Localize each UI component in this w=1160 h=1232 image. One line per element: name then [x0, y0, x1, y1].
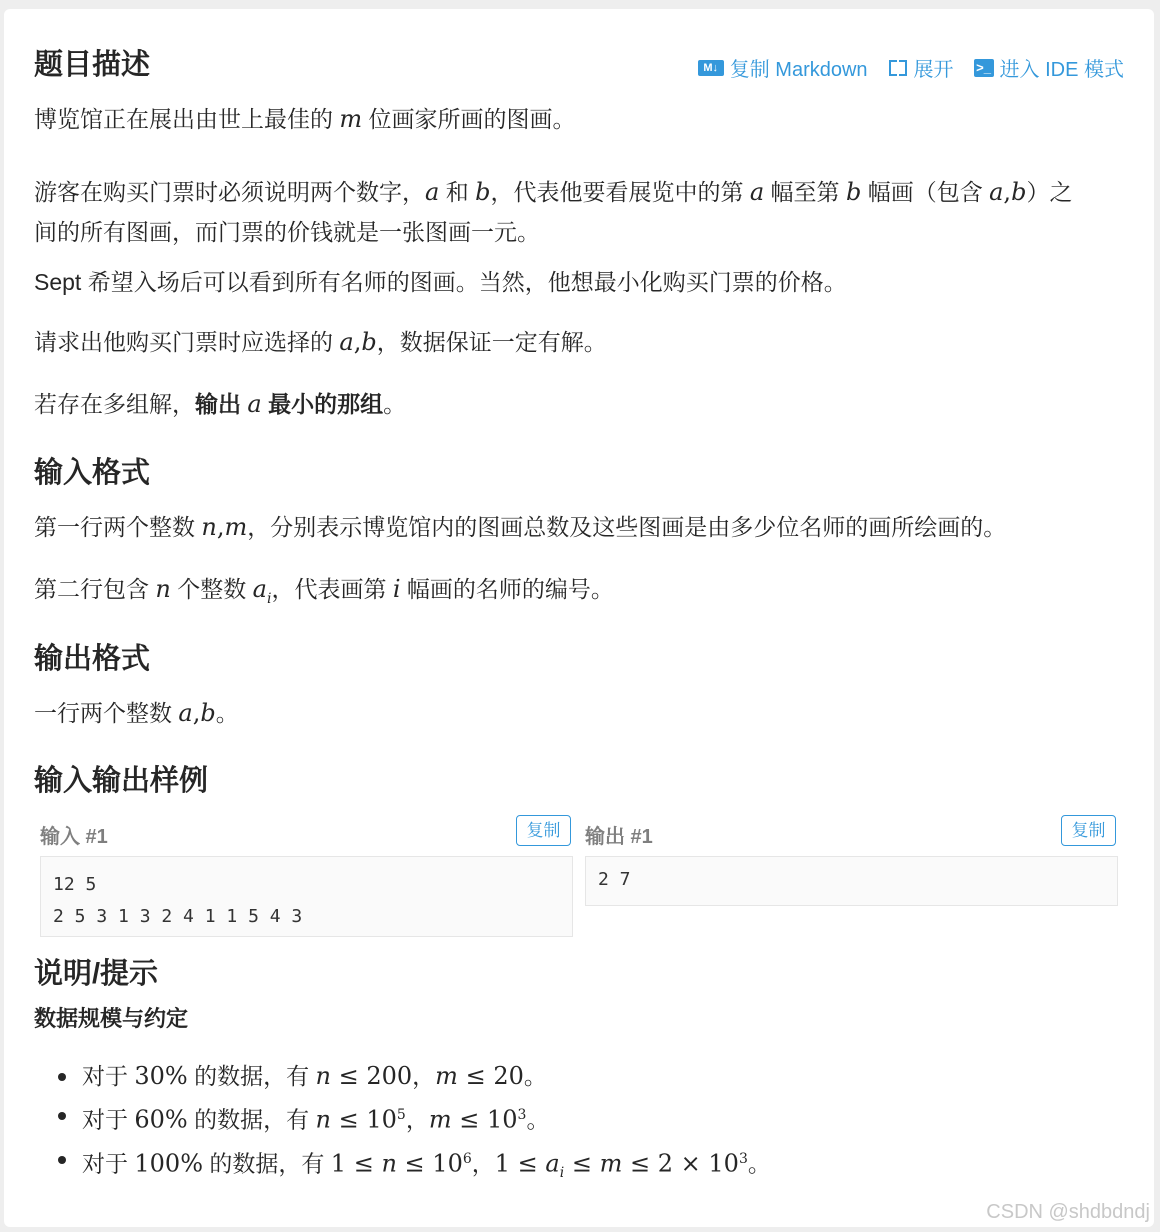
hint-heading: 说明/提示	[34, 958, 159, 990]
sample-input-label: 输入 #1	[40, 826, 108, 848]
expand-label: 展开	[913, 59, 954, 81]
terminal-icon: >_	[974, 59, 994, 77]
desc-p4: 请求出他购买门票时应选择的 a,b，数据保证一定有解。	[34, 328, 607, 356]
copy-input-button[interactable]: 复制	[516, 815, 571, 846]
copy-markdown-button[interactable]	[698, 53, 868, 82]
samples-heading: 输入输出样例	[34, 765, 209, 797]
constraint-item-1: 对于 30% 的数据，有 n ≤ 200，m ≤ 20。	[34, 1057, 1124, 1096]
desc-p3: Sept 希望入场后可以看到所有名师的图画。当然，他想最小化购买门票的价格。	[34, 269, 847, 295]
sample-output-label: 输出 #1	[585, 826, 653, 848]
input-p1: 第一行两个整数 n,m，分别表示博览馆内的图画总数及这些图画是由多少位名师的画所绘画的。	[34, 513, 1007, 541]
desc-p2: 游客在购买门票时必须说明两个数字，a 和 b，代表他要看展览中的第 a 幅至第 b 幅画（包含 a,b）之 间的所有图画，而门票的价钱就是一张图画一元。	[34, 178, 1073, 245]
input-format-heading: 输入格式	[34, 457, 151, 489]
constraints-list	[34, 1057, 1124, 1193]
output-format-heading: 输出格式	[34, 643, 151, 675]
desc-p5: 若存在多组解，输出 a 最小的那组。	[34, 390, 407, 418]
copy-output-button[interactable]: 复制	[1061, 815, 1116, 846]
ide-mode-button[interactable]	[974, 53, 1124, 82]
constraint-item-3: 对于 100% 的数据，有 $1 \le n \le 10^6$，$1 \le a_i \le m \le 2 \times 10^3$。	[34, 1140, 1124, 1193]
constraint-item-2: 对于 60% 的数据，有 $n \le 10^5$，$m \le 10^3$。	[34, 1096, 1124, 1140]
ide-mode-label: 进入 IDE 模式	[999, 59, 1124, 81]
data-scale-heading: 数据规模与约定	[34, 1006, 189, 1031]
output-p1: 一行两个整数 a,b。	[34, 699, 239, 727]
sample-input-code[interactable]: 12 5 2 5 3 1 3 2 4 1 1 5 4 3	[40, 856, 573, 937]
expand-icon	[888, 58, 908, 78]
toolbar	[698, 53, 1124, 82]
watermark: CSDN @shdbdndj	[986, 1201, 1150, 1223]
desc-p1: 博览馆正在展出由世上最佳的 m 位画家所画的图画。	[34, 105, 576, 133]
description-heading: 题目描述	[34, 49, 151, 81]
sample-output-code[interactable]: 2 7	[585, 856, 1118, 906]
input-p2: 第二行包含 n 个整数 $a_i$，代表画第 i 幅画的名师的编号。	[34, 575, 614, 607]
copy-markdown-label: 复制 Markdown	[729, 59, 868, 81]
expand-button[interactable]	[888, 53, 954, 82]
problem-card	[4, 9, 1154, 1227]
markdown-icon: M↓	[698, 60, 724, 76]
